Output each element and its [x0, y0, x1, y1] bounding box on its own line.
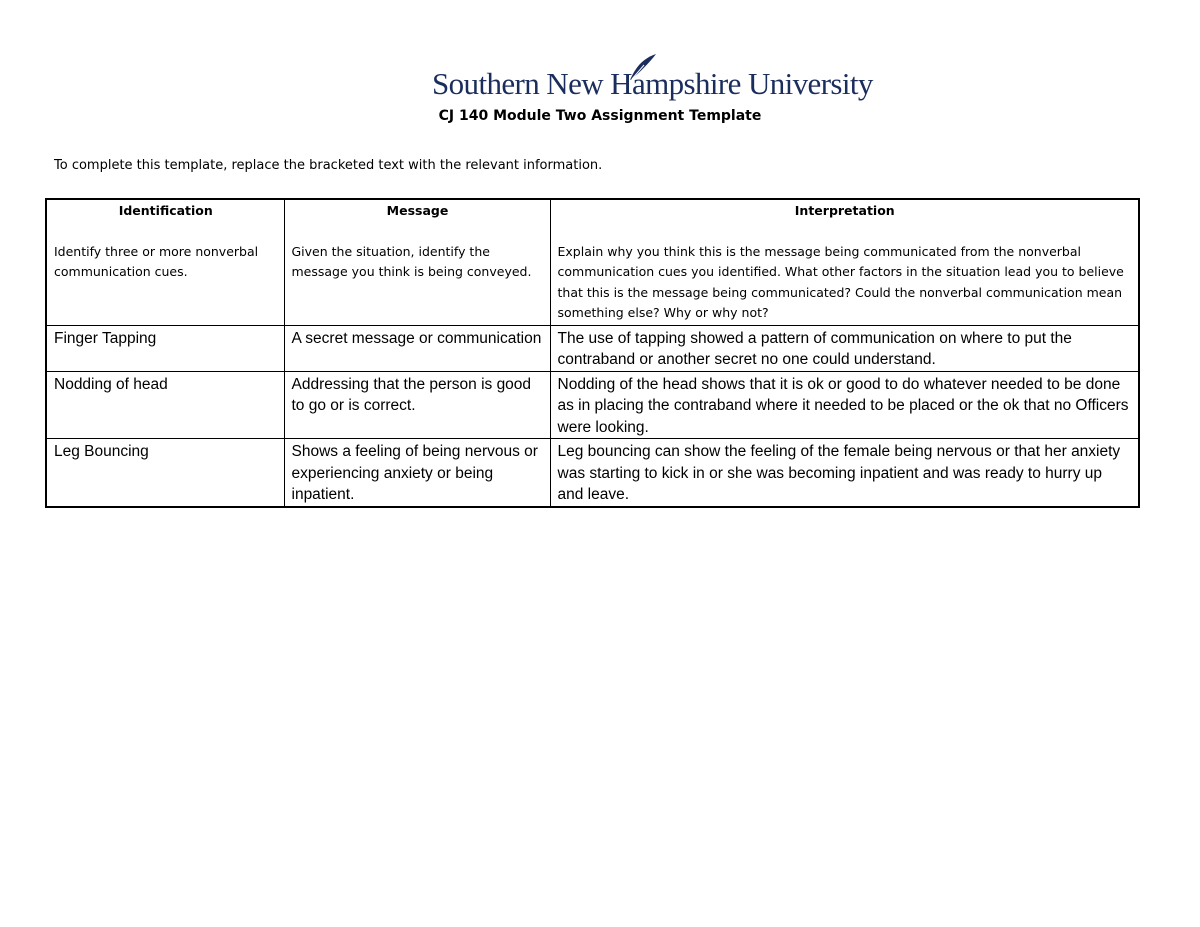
column-description: Given the situation, identify the message you think is being conveyed.: [291, 243, 532, 279]
message-cell[interactable]: Addressing that the person is good to go or is correct.: [284, 371, 550, 439]
message-cell[interactable]: Shows a feeling of being nervous or experiencing anxiety or being inpatient.: [284, 439, 550, 507]
message-cell[interactable]: A secret message or communication: [284, 325, 550, 371]
table-row: [46, 439, 1139, 507]
column-heading: Identification: [118, 203, 213, 218]
university-logo: [432, 52, 873, 104]
column-description: Identify three or more nonverbal communication cues.: [54, 243, 259, 279]
header-cell-interpretation: [550, 199, 1139, 325]
header-cell-message: [284, 199, 550, 325]
instructions-text: To complete this template, replace the bracketed text with the relevant information.: [54, 158, 603, 173]
interpretation-cell[interactable]: Leg bouncing can show the feeling of the female being nervous or that her anxiety was starting to kick in or she was becoming inpatient and was ready to hurry up and leave.: [550, 439, 1139, 507]
column-heading: Message: [386, 203, 449, 218]
header-cell-identification: [46, 199, 284, 325]
interpretation-cell[interactable]: The use of tapping showed a pattern of communication on where to put the contraband or another secret no one could understand.: [550, 325, 1139, 371]
table-row: [46, 371, 1139, 439]
assignment-table: [45, 198, 1140, 508]
column-description: Explain why you think this is the message being communicated from the nonverbal communication cues you identified. What other factors in the situation lead you to believe that this is the message being communicated? Could the nonverbal communication mean something else? Why or why not?: [557, 243, 1124, 320]
table-header-row: [46, 199, 1139, 325]
logo-text: Southern New Hampshire University: [432, 66, 873, 101]
page-title: CJ 140 Module Two Assignment Template: [438, 108, 762, 124]
identification-cell[interactable]: Leg Bouncing: [46, 439, 284, 507]
identification-cell[interactable]: Finger Tapping: [46, 325, 284, 371]
table-row: [46, 325, 1139, 371]
interpretation-cell[interactable]: Nodding of the head shows that it is ok or good to do whatever needed to be done as in placing the contraband where it needed to be placed or the ok that no Officers were looking.: [550, 371, 1139, 439]
column-heading: Interpretation: [794, 203, 895, 218]
identification-cell[interactable]: Nodding of head: [46, 371, 284, 439]
